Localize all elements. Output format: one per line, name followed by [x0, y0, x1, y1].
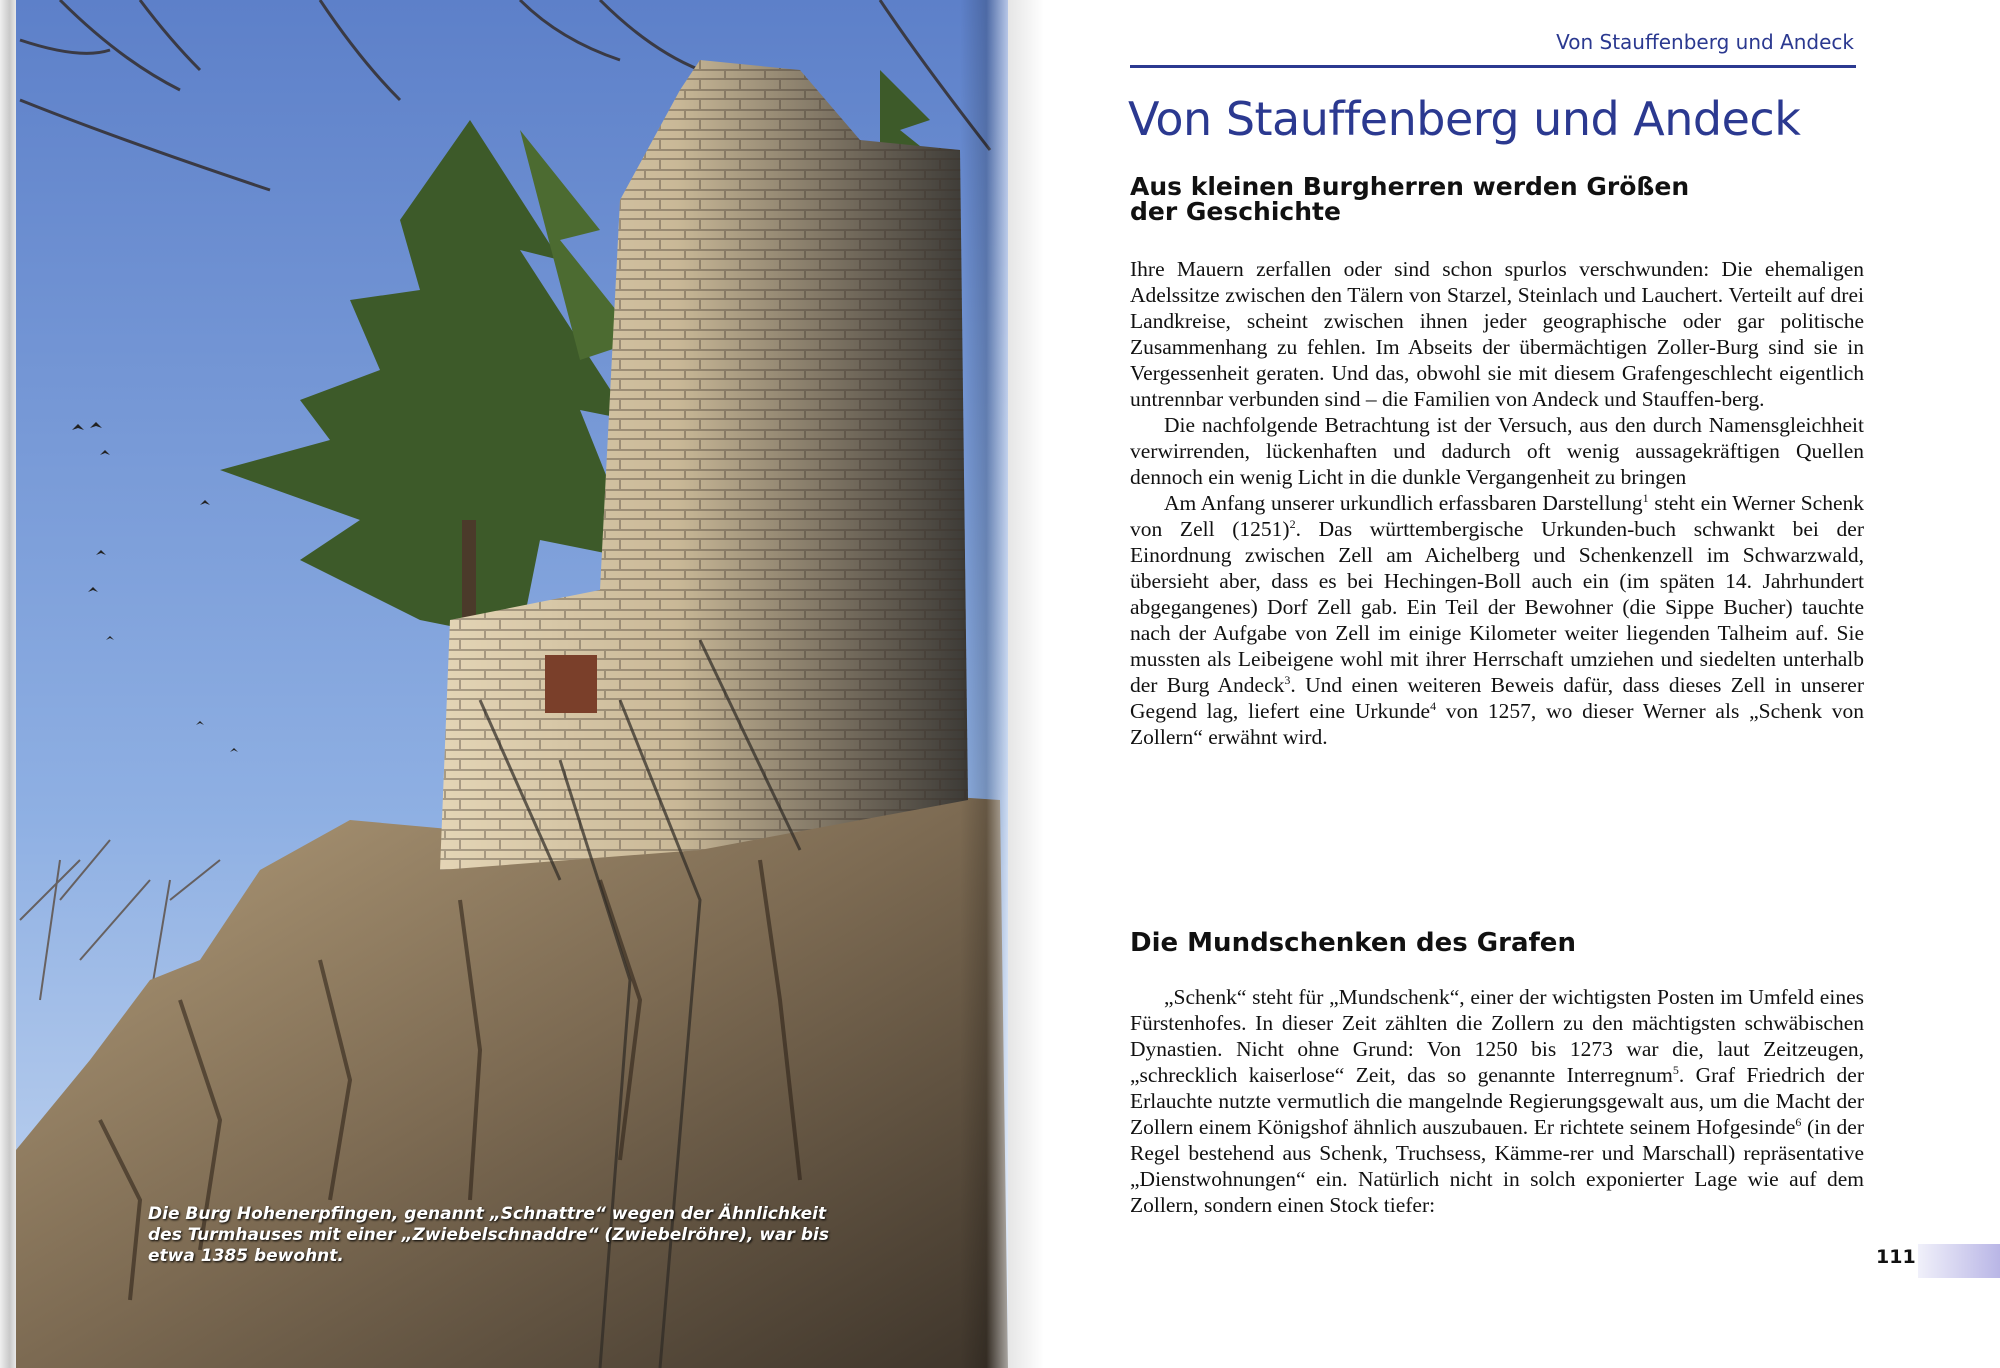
- chapter-subtitle: [1130, 174, 1730, 224]
- section-1-body: [1130, 256, 1864, 750]
- footnote-ref: 2: [1289, 516, 1296, 531]
- footnote-ref: 5: [1672, 1062, 1679, 1077]
- footnote-ref: 1: [1642, 490, 1649, 505]
- photo-caption: Die Burg Hohenerpfingen, genannt „Schnattre“ wegen der Ähnlichkeit des Turmhauses mit einer „Zwiebelschnaddre“ (Zwiebelröhre), war bis etwa 1385 bewohnt.: [148, 1204, 829, 1266]
- paragraph: Ihre Mauern zerfallen oder sind schon spurlos verschwunden: Die ehemaligen Adelssitze zwischen den Tälern von Starzel, Steinlach und Lauchert. Verteilt auf drei Landkreise, scheint zwischen ihnen jeder geographische oder gar politische Zusammenhang zu fehlen. Im Abseits der übermächtigen Zoller-Burg sind sie in Vergessenheit geraten. Und das, obwohl sie mit diesem Grafengeschlecht eigentlich untrennbar verbunden sind – die Familien von Andeck und Stauffen-berg.: [1130, 257, 1864, 411]
- footnote-ref: 6: [1795, 1114, 1802, 1129]
- subtitle-line-2: der Geschichte: [1130, 197, 1341, 226]
- running-head: Von Stauffenberg und Andeck: [1556, 30, 1854, 54]
- page-number: 111: [1876, 1246, 1916, 1268]
- page-thumb-tab: [1918, 1244, 2000, 1278]
- footnote-ref: 4: [1430, 698, 1437, 713]
- gutter-shadow: [960, 0, 1008, 1368]
- paragraph: „Schenk“ steht für „Mundschenk“, einer der wichtigsten Posten im Umfeld eines Fürstenhofes. In dieser Zeit zählten die Zollern zu den mächtigsten schwäbischen Dynastien. Nicht ohne Grund: Von 1250 bis 1273 war die, laut Zeitzeugen, „schrecklich kaiserlose“ Zeit, das so genannte Interregnum$^5$. Graf Friedrich der Erlauchte nutzte vermutlich die mangelnde Regierungsgewalt aus, um die Macht der Zollern einem Königshof ähnlich auszubauen. Er richtete seinem Hofgesinde$^6$ (in der Regel bestehend aus Schenk, Truchsess, Kämme-rer und Marschall) repräsentative „Dienstwohnungen“ ein. Natürlich nicht in solch exponierter Lage wie auf dem Zollern, sondern einen Stock tiefer:: [1130, 985, 1864, 1217]
- gutter-shadow-right: [1008, 0, 1044, 1368]
- text-page: [1008, 0, 2000, 1368]
- footnote-ref: 3: [1284, 672, 1291, 687]
- header-rule: [1130, 65, 1856, 68]
- tower-window-opening: [545, 655, 597, 713]
- section-heading: Die Mundschenken des Grafen: [1130, 928, 1576, 958]
- chapter-title: Von Stauffenberg und Andeck: [1128, 92, 1801, 146]
- page-edge: [0, 0, 16, 1368]
- section-2-body: [1130, 984, 1864, 1218]
- paragraph: Die nachfolgende Betrachtung ist der Versuch, aus den durch Namensgleichheit verwirrenden, lückenhaften und dadurch oft wenig aussagekräftigen Quellen dennoch ein wenig Licht in die dunkle Vergangenheit zu bringen: [1130, 413, 1864, 489]
- paragraph: Am Anfang unserer urkundlich erfassbaren Darstellung$^1$ steht ein Werner Schenk von Zell $(1251)^2$. Das württembergische Urkunden-buch schwankt bei der Einordnung zwischen Zell am Aichelberg und Schenkenzell im Schwarzwald, übersieht aber, dass es bei Hechingen-Boll auch ein (im späten 14. Jahrhundert abgegangenes) Dorf Zell gab. Ein Teil der Bewohner (die Sippe Bucher) tauchte nach der Aufgabe von Zell im einige Kilometer weiter liegenden Talheim auf. Sie mussten als Leibeigene wohl mit ihrer Herrschaft umziehen und siedelten unterhalb der Burg Andeck$^3$. Und einen weiteren Beweis dafür, dass dieses Zell in unserer Gegend lag, liefert eine Urkunde$^4$ von 1257, wo dieser Werner als „Schenk von Zollern“ erwähnt wird.: [1130, 490, 1865, 749]
- subtitle-line-1: Aus kleinen Burgherren werden Größen: [1130, 172, 1690, 201]
